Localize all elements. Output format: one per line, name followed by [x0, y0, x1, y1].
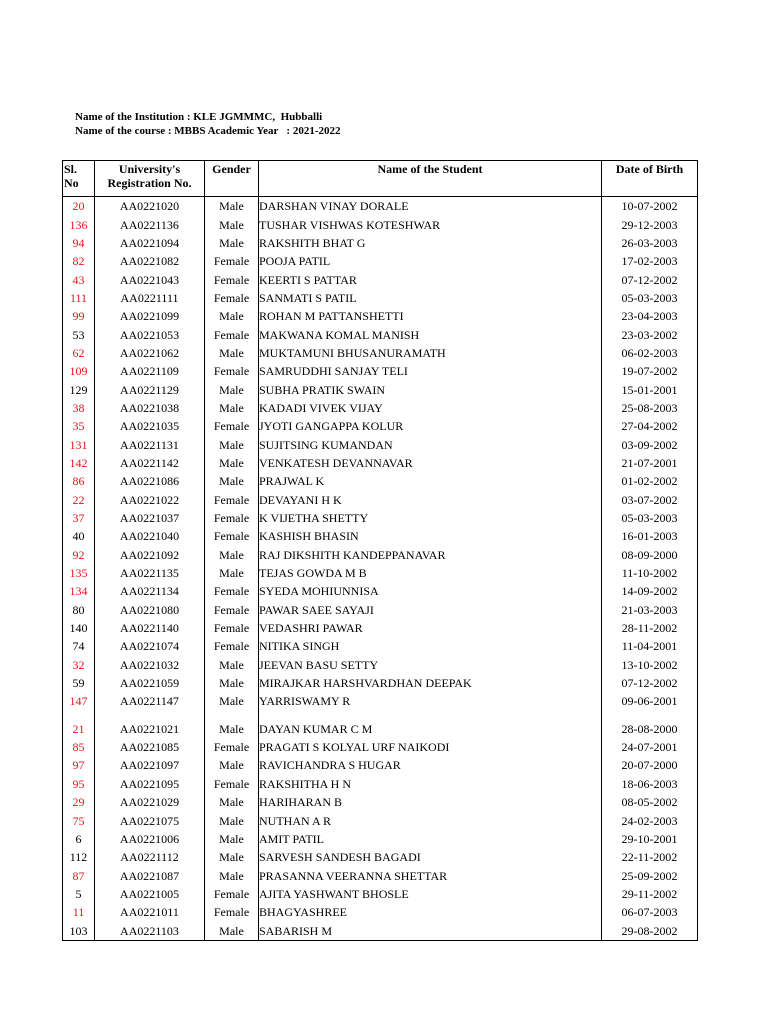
student-name-cell: YARRISWAMY R: [259, 692, 602, 710]
gender-cell: Female: [205, 362, 259, 380]
gender-cell: Female: [205, 509, 259, 527]
sl-no-cell: 147: [63, 692, 95, 710]
date-of-birth-cell: 07-12-2002: [602, 270, 698, 288]
table-row: [63, 582, 698, 600]
student-name-cell: DAYAN KUMAR C M: [259, 720, 602, 738]
gender-cell: Male: [205, 656, 259, 674]
table-header-row: [63, 161, 698, 197]
gender-cell: Male: [205, 811, 259, 829]
table-row: [63, 435, 698, 453]
sl-no-cell: 92: [63, 546, 95, 564]
date-of-birth-cell: 15-01-2001: [602, 380, 698, 398]
date-of-birth-cell: 08-05-2002: [602, 793, 698, 811]
gender-cell: Male: [205, 472, 259, 490]
table-row: [63, 811, 698, 829]
registration-no-cell: AA0221032: [95, 656, 205, 674]
sl-no-cell: 40: [63, 527, 95, 545]
table-row: [63, 885, 698, 903]
table-row: [63, 775, 698, 793]
table-row: [63, 848, 698, 866]
sl-no-cell: 38: [63, 399, 95, 417]
gender-cell: Male: [205, 454, 259, 472]
table-body: [63, 197, 698, 941]
column-header-student-name: Name of the Student: [259, 161, 602, 197]
gender-cell: Male: [205, 197, 259, 216]
sl-no-cell: 87: [63, 866, 95, 884]
sl-no-cell: 103: [63, 921, 95, 940]
student-name-cell: PRAGATI S KOLYAL URF NAIKODI: [259, 738, 602, 756]
registration-no-cell: AA0221087: [95, 866, 205, 884]
student-name-cell: KEERTI S PATTAR: [259, 270, 602, 288]
student-name-cell: NUTHAN A R: [259, 811, 602, 829]
table-row: [63, 454, 698, 472]
student-name-cell: TUSHAR VISHWAS KOTESHWAR: [259, 215, 602, 233]
gender-cell: Male: [205, 793, 259, 811]
table-row: [63, 756, 698, 774]
sl-no-cell: 21: [63, 720, 95, 738]
gender-cell: Female: [205, 527, 259, 545]
table-row: [63, 830, 698, 848]
table-row: [63, 252, 698, 270]
sl-no-cell: 22: [63, 491, 95, 509]
date-of-birth-cell: 05-03-2003: [602, 509, 698, 527]
gender-cell: Male: [205, 674, 259, 692]
gender-cell: Female: [205, 582, 259, 600]
date-of-birth-cell: 08-09-2000: [602, 546, 698, 564]
gender-cell: Male: [205, 756, 259, 774]
table-row: [63, 289, 698, 307]
registration-no-cell: AA0221082: [95, 252, 205, 270]
date-of-birth-cell: 29-11-2002: [602, 885, 698, 903]
sl-no-cell: 95: [63, 775, 95, 793]
column-header-sl-no: [63, 161, 95, 197]
student-name-cell: SABARISH M: [259, 921, 602, 940]
date-of-birth-cell: 28-11-2002: [602, 619, 698, 637]
registration-no-cell: AA0221029: [95, 793, 205, 811]
column-header-gender: Gender: [205, 161, 259, 197]
table-row: [63, 509, 698, 527]
date-of-birth-cell: 11-04-2001: [602, 637, 698, 655]
sl-no-cell: 112: [63, 848, 95, 866]
table-gap-row: [63, 711, 698, 720]
registration-no-cell: AA0221099: [95, 307, 205, 325]
table-row: [63, 399, 698, 417]
student-name-cell: MUKTAMUNI BHUSANURAMATH: [259, 344, 602, 362]
date-of-birth-cell: 03-07-2002: [602, 491, 698, 509]
student-name-cell: NITIKA SINGH: [259, 637, 602, 655]
sl-no-cell: 82: [63, 252, 95, 270]
date-of-birth-cell: 09-06-2001: [602, 692, 698, 710]
gender-cell: Female: [205, 885, 259, 903]
student-name-cell: KADADI VIVEK VIJAY: [259, 399, 602, 417]
sl-no-cell: 99: [63, 307, 95, 325]
gender-cell: Female: [205, 491, 259, 509]
gender-cell: Female: [205, 270, 259, 288]
registration-no-cell: AA0221006: [95, 830, 205, 848]
table-row: [63, 270, 698, 288]
date-of-birth-cell: 27-04-2002: [602, 417, 698, 435]
table-row: [63, 234, 698, 252]
student-name-cell: VEDASHRI PAWAR: [259, 619, 602, 637]
student-name-cell: ROHAN M PATTANSHETTI: [259, 307, 602, 325]
registration-no-cell: AA0221092: [95, 546, 205, 564]
registration-no-cell: AA0221086: [95, 472, 205, 490]
student-name-cell: SYEDA MOHIUNNISA: [259, 582, 602, 600]
date-of-birth-cell: 01-02-2002: [602, 472, 698, 490]
sl-no-cell: 131: [63, 435, 95, 453]
registration-no-cell: AA0221020: [95, 197, 205, 216]
gender-cell: Female: [205, 738, 259, 756]
table-row: [63, 417, 698, 435]
student-name-cell: TEJAS GOWDA M B: [259, 564, 602, 582]
table-row: [63, 674, 698, 692]
date-of-birth-cell: 19-07-2002: [602, 362, 698, 380]
gap-cell: [95, 711, 205, 720]
table-row: [63, 307, 698, 325]
registration-no-cell: AA0221035: [95, 417, 205, 435]
date-of-birth-cell: 14-09-2002: [602, 582, 698, 600]
gender-cell: Male: [205, 435, 259, 453]
date-of-birth-cell: 25-08-2003: [602, 399, 698, 417]
gender-cell: Female: [205, 619, 259, 637]
sl-no-cell: 62: [63, 344, 95, 362]
student-name-cell: SUBHA PRATIK SWAIN: [259, 380, 602, 398]
registration-no-cell: AA0221103: [95, 921, 205, 940]
student-name-cell: DEVAYANI H K: [259, 491, 602, 509]
student-name-cell: AJITA YASHWANT BHOSLE: [259, 885, 602, 903]
table-row: [63, 692, 698, 710]
sl-no-cell: 86: [63, 472, 95, 490]
course-name: Name of the course : MBBS Academic Year : 2021-2022: [75, 125, 341, 137]
registration-no-cell: AA0221109: [95, 362, 205, 380]
sl-no-cell: 59: [63, 674, 95, 692]
gender-cell: Female: [205, 601, 259, 619]
sl-no-cell: 94: [63, 234, 95, 252]
student-name-cell: PRASANNA VEERANNA SHETTAR: [259, 866, 602, 884]
sl-no-cell: 129: [63, 380, 95, 398]
gender-cell: Female: [205, 325, 259, 343]
gender-cell: Male: [205, 380, 259, 398]
student-name-cell: SUJITSING KUMANDAN: [259, 435, 602, 453]
table-row: [63, 325, 698, 343]
table-row: [63, 866, 698, 884]
sl-no-cell: 29: [63, 793, 95, 811]
table-row: [63, 619, 698, 637]
gender-cell: Female: [205, 417, 259, 435]
date-of-birth-cell: 29-10-2001: [602, 830, 698, 848]
sl-no-cell: 32: [63, 656, 95, 674]
date-of-birth-cell: 23-03-2002: [602, 325, 698, 343]
registration-no-cell: AA0221075: [95, 811, 205, 829]
date-of-birth-cell: 06-07-2003: [602, 903, 698, 921]
date-of-birth-cell: 21-07-2001: [602, 454, 698, 472]
sl-no-cell: 109: [63, 362, 95, 380]
date-of-birth-cell: 24-07-2001: [602, 738, 698, 756]
table-row: [63, 738, 698, 756]
student-name-cell: KASHISH BHASIN: [259, 527, 602, 545]
date-of-birth-cell: 25-09-2002: [602, 866, 698, 884]
date-of-birth-cell: 16-01-2003: [602, 527, 698, 545]
student-name-cell: MIRAJKAR HARSHVARDHAN DEEPAK: [259, 674, 602, 692]
date-of-birth-cell: 17-02-2003: [602, 252, 698, 270]
table-row: [63, 601, 698, 619]
column-header-registration-no: [95, 161, 205, 197]
sl-no-cell: 134: [63, 582, 95, 600]
date-of-birth-cell: 23-04-2003: [602, 307, 698, 325]
gender-cell: Female: [205, 775, 259, 793]
date-of-birth-cell: 29-08-2002: [602, 921, 698, 940]
student-name-cell: HARIHARAN B: [259, 793, 602, 811]
student-name-cell: BHAGYASHREE: [259, 903, 602, 921]
student-name-cell: JEEVAN BASU SETTY: [259, 656, 602, 674]
sl-no-cell: 135: [63, 564, 95, 582]
registration-no-cell: AA0221037: [95, 509, 205, 527]
gender-cell: Female: [205, 252, 259, 270]
sl-no-cell: 43: [63, 270, 95, 288]
table-row: [63, 197, 698, 216]
table-row: [63, 921, 698, 940]
table-row: [63, 472, 698, 490]
table-row: [63, 720, 698, 738]
table-row: [63, 491, 698, 509]
table-row: [63, 380, 698, 398]
student-name-cell: RAVICHANDRA S HUGAR: [259, 756, 602, 774]
student-table: [62, 160, 698, 941]
reg-header-line2: Registration No.: [107, 176, 192, 190]
table-row: [63, 215, 698, 233]
registration-no-cell: AA0221059: [95, 674, 205, 692]
date-of-birth-cell: 26-03-2003: [602, 234, 698, 252]
student-name-cell: PRAJWAL K: [259, 472, 602, 490]
sl-no-cell: 97: [63, 756, 95, 774]
student-name-cell: AMIT PATIL: [259, 830, 602, 848]
gender-cell: Female: [205, 903, 259, 921]
student-name-cell: DARSHAN VINAY DORALE: [259, 197, 602, 216]
document-header: [75, 110, 340, 138]
student-name-cell: PAWAR SAEE SAYAJI: [259, 601, 602, 619]
table-row: [63, 564, 698, 582]
date-of-birth-cell: 05-03-2003: [602, 289, 698, 307]
registration-no-cell: AA0221112: [95, 848, 205, 866]
registration-no-cell: AA0221095: [95, 775, 205, 793]
sl-no-cell: 6: [63, 830, 95, 848]
sl-no-cell: 20: [63, 197, 95, 216]
gender-cell: Male: [205, 848, 259, 866]
student-name-cell: RAKSHITH BHAT G: [259, 234, 602, 252]
date-of-birth-cell: 24-02-2003: [602, 811, 698, 829]
sl-no-cell: 35: [63, 417, 95, 435]
table-row: [63, 637, 698, 655]
registration-no-cell: AA0221043: [95, 270, 205, 288]
sl-no-cell: 80: [63, 601, 95, 619]
date-of-birth-cell: 11-10-2002: [602, 564, 698, 582]
date-of-birth-cell: 07-12-2002: [602, 674, 698, 692]
registration-no-cell: AA0221085: [95, 738, 205, 756]
table-row: [63, 793, 698, 811]
table-row: [63, 527, 698, 545]
registration-no-cell: AA0221131: [95, 435, 205, 453]
date-of-birth-cell: 22-11-2002: [602, 848, 698, 866]
student-name-cell: VENKATESH DEVANNAVAR: [259, 454, 602, 472]
gender-cell: Male: [205, 399, 259, 417]
sl-no-cell: 75: [63, 811, 95, 829]
date-of-birth-cell: 20-07-2000: [602, 756, 698, 774]
sl-no-cell: 85: [63, 738, 95, 756]
registration-no-cell: AA0221134: [95, 582, 205, 600]
student-name-cell: K VIJETHA SHETTY: [259, 509, 602, 527]
sl-no-cell: 53: [63, 325, 95, 343]
student-name-cell: RAJ DIKSHITH KANDEPPANAVAR: [259, 546, 602, 564]
registration-no-cell: AA0221094: [95, 234, 205, 252]
gender-cell: Male: [205, 692, 259, 710]
registration-no-cell: AA0221136: [95, 215, 205, 233]
gender-cell: Female: [205, 289, 259, 307]
sl-no-cell: 136: [63, 215, 95, 233]
student-name-cell: POOJA PATIL: [259, 252, 602, 270]
gender-cell: Male: [205, 921, 259, 940]
gap-cell: [63, 711, 95, 720]
gender-cell: Male: [205, 720, 259, 738]
registration-no-cell: AA0221111: [95, 289, 205, 307]
sl-no-cell: 142: [63, 454, 95, 472]
gender-cell: Male: [205, 307, 259, 325]
registration-no-cell: AA0221022: [95, 491, 205, 509]
gender-cell: Male: [205, 344, 259, 362]
registration-no-cell: AA0221140: [95, 619, 205, 637]
registration-no-cell: AA0221021: [95, 720, 205, 738]
registration-no-cell: AA0221038: [95, 399, 205, 417]
registration-no-cell: AA0221011: [95, 903, 205, 921]
date-of-birth-cell: 06-02-2003: [602, 344, 698, 362]
registration-no-cell: AA0221147: [95, 692, 205, 710]
gender-cell: Male: [205, 234, 259, 252]
table-row: [63, 903, 698, 921]
registration-no-cell: AA0221080: [95, 601, 205, 619]
student-name-cell: SARVESH SANDESH BAGADI: [259, 848, 602, 866]
gender-cell: Male: [205, 215, 259, 233]
registration-no-cell: AA0221074: [95, 637, 205, 655]
sl-no-cell: 37: [63, 509, 95, 527]
reg-header-line1: University's: [118, 162, 181, 176]
gender-cell: Female: [205, 637, 259, 655]
date-of-birth-cell: 28-08-2000: [602, 720, 698, 738]
gender-cell: Male: [205, 866, 259, 884]
date-of-birth-cell: 10-07-2002: [602, 197, 698, 216]
gap-cell: [602, 711, 698, 720]
registration-no-cell: AA0221129: [95, 380, 205, 398]
student-name-cell: MAKWANA KOMAL MANISH: [259, 325, 602, 343]
student-name-cell: RAKSHITHA H N: [259, 775, 602, 793]
gender-cell: Male: [205, 564, 259, 582]
date-of-birth-cell: 21-03-2003: [602, 601, 698, 619]
registration-no-cell: AA0221005: [95, 885, 205, 903]
sl-no-cell: 11: [63, 903, 95, 921]
registration-no-cell: AA0221062: [95, 344, 205, 362]
date-of-birth-cell: 13-10-2002: [602, 656, 698, 674]
institution-name: Name of the Institution : KLE JGMMMC, Hubballi: [75, 111, 323, 123]
table-row: [63, 656, 698, 674]
sl-no-cell: 111: [63, 289, 95, 307]
student-name-cell: JYOTI GANGAPPA KOLUR: [259, 417, 602, 435]
table-row: [63, 362, 698, 380]
date-of-birth-cell: 03-09-2002: [602, 435, 698, 453]
registration-no-cell: AA0221142: [95, 454, 205, 472]
registration-no-cell: AA0221053: [95, 325, 205, 343]
student-name-cell: SANMATI S PATIL: [259, 289, 602, 307]
date-of-birth-cell: 18-06-2003: [602, 775, 698, 793]
gap-cell: [205, 711, 259, 720]
registration-no-cell: AA0221040: [95, 527, 205, 545]
registration-no-cell: AA0221097: [95, 756, 205, 774]
gap-cell: [259, 711, 602, 720]
gender-cell: Male: [205, 546, 259, 564]
sl-header-line1: Sl.: [64, 162, 78, 176]
sl-no-cell: 5: [63, 885, 95, 903]
column-header-date-of-birth: Date of Birth: [602, 161, 698, 197]
table-row: [63, 546, 698, 564]
table-row: [63, 344, 698, 362]
student-name-cell: SAMRUDDHI SANJAY TELI: [259, 362, 602, 380]
sl-no-cell: 74: [63, 637, 95, 655]
date-of-birth-cell: 29-12-2003: [602, 215, 698, 233]
sl-no-cell: 140: [63, 619, 95, 637]
registration-no-cell: AA0221135: [95, 564, 205, 582]
gender-cell: Male: [205, 830, 259, 848]
sl-header-line2: No: [64, 176, 79, 190]
